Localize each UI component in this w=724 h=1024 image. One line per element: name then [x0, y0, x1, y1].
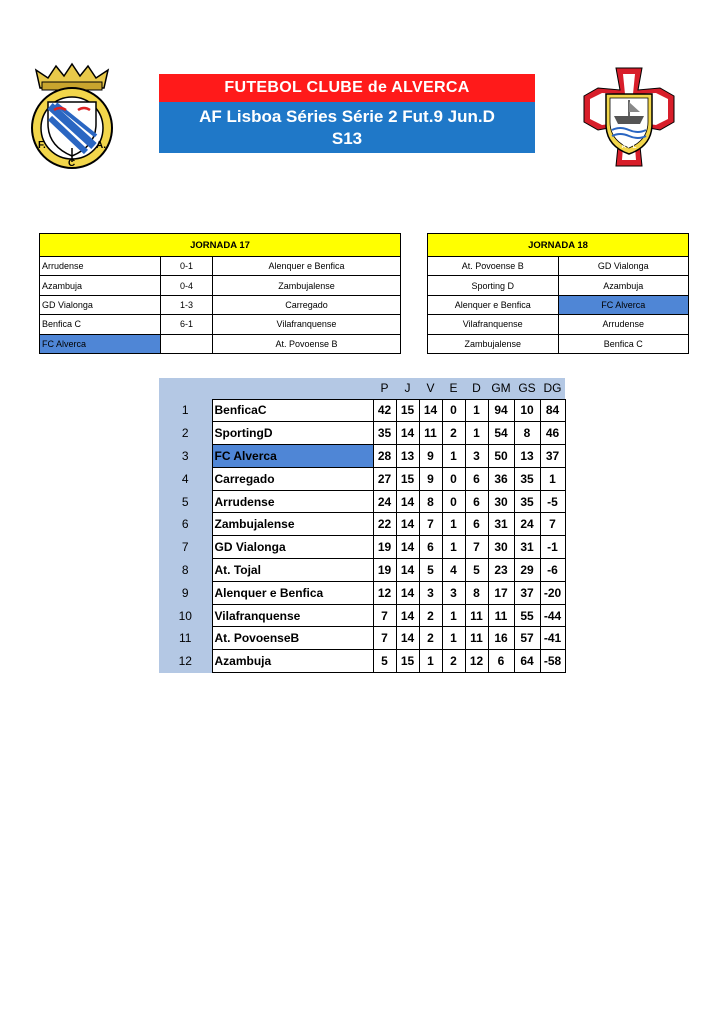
jornada-18-title: JORNADA 18 — [428, 234, 689, 257]
stat-cell-p: 12 — [373, 581, 396, 604]
pos-header — [159, 378, 212, 399]
title-banner — [159, 74, 535, 153]
stat-cell-j: 14 — [396, 559, 419, 582]
team-cell: Vilafranquense — [212, 604, 373, 627]
stat-cell-gm: 94 — [488, 399, 514, 422]
stat-cell-j: 15 — [396, 650, 419, 673]
table-row — [428, 295, 689, 314]
stat-cell-gm: 31 — [488, 513, 514, 536]
stat-cell-gs: 55 — [514, 604, 540, 627]
stat-cell-j: 14 — [396, 490, 419, 513]
stat-cell-j: 14 — [396, 422, 419, 445]
stat-cell-j: 14 — [396, 627, 419, 650]
position-cell: 9 — [159, 581, 212, 604]
position-cell: 2 — [159, 422, 212, 445]
stat-cell-e: 2 — [442, 650, 465, 673]
stat-cell-v: 7 — [419, 513, 442, 536]
column-header-v: V — [419, 378, 442, 399]
position-cell: 1 — [159, 399, 212, 422]
stat-cell-p: 27 — [373, 467, 396, 490]
stat-cell-gm: 50 — [488, 445, 514, 468]
stat-cell-v: 6 — [419, 536, 442, 559]
home-team: GD Vialonga — [40, 295, 161, 314]
stat-cell-j: 13 — [396, 445, 419, 468]
stat-cell-dg: -6 — [540, 559, 565, 582]
table-row — [40, 276, 401, 295]
stat-cell-gs: 8 — [514, 422, 540, 445]
position-cell: 6 — [159, 513, 212, 536]
column-header-e: E — [442, 378, 465, 399]
team-header — [212, 378, 373, 399]
stat-cell-j: 14 — [396, 513, 419, 536]
stat-cell-gm: 36 — [488, 467, 514, 490]
table-row — [428, 257, 689, 276]
stat-cell-gs: 31 — [514, 536, 540, 559]
stat-cell-gm: 6 — [488, 650, 514, 673]
table-row — [159, 581, 565, 604]
stat-cell-d: 11 — [465, 627, 488, 650]
position-cell: 11 — [159, 627, 212, 650]
stat-cell-gm: 23 — [488, 559, 514, 582]
stat-cell-p: 19 — [373, 559, 396, 582]
stat-cell-gs: 64 — [514, 650, 540, 673]
stat-cell-p: 24 — [373, 490, 396, 513]
stat-cell-v: 8 — [419, 490, 442, 513]
stat-cell-dg: 46 — [540, 422, 565, 445]
stat-cell-dg: 37 — [540, 445, 565, 468]
home-team: Vilafranquense — [428, 315, 559, 334]
stat-cell-e: 3 — [442, 581, 465, 604]
stat-cell-e: 0 — [442, 490, 465, 513]
stat-cell-e: 2 — [442, 422, 465, 445]
stat-cell-d: 6 — [465, 490, 488, 513]
table-row — [40, 315, 401, 334]
stat-cell-e: 1 — [442, 445, 465, 468]
home-team: At. Povoense B — [428, 257, 559, 276]
position-cell: 4 — [159, 467, 212, 490]
stat-cell-gm: 17 — [488, 581, 514, 604]
home-team: Arrudense — [40, 257, 161, 276]
stat-cell-dg: -41 — [540, 627, 565, 650]
competition-category: S13 — [331, 129, 363, 148]
stat-cell-gs: 24 — [514, 513, 540, 536]
team-cell: BenficaC — [212, 399, 373, 422]
table-row — [159, 467, 565, 490]
stat-cell-v: 9 — [419, 467, 442, 490]
home-team: Alenquer e Benfica — [428, 295, 559, 314]
team-cell: At. Tojal — [212, 559, 373, 582]
table-row — [159, 650, 565, 673]
stat-cell-e: 1 — [442, 627, 465, 650]
table-row — [428, 276, 689, 295]
stat-cell-p: 28 — [373, 445, 396, 468]
competition-title — [159, 102, 535, 153]
stat-cell-v: 9 — [419, 445, 442, 468]
position-cell: 12 — [159, 650, 212, 673]
away-team: Vilafranquense — [213, 315, 401, 334]
team-cell: Arrudense — [212, 490, 373, 513]
table-row — [159, 536, 565, 559]
stat-cell-d: 6 — [465, 467, 488, 490]
competition-name: AF Lisboa Séries Série 2 Fut.9 Jun.D — [199, 107, 495, 126]
column-header-d: D — [465, 378, 488, 399]
team-cell: Carregado — [212, 467, 373, 490]
table-row — [428, 315, 689, 334]
stat-cell-dg: -20 — [540, 581, 565, 604]
team-cell: Azambuja — [212, 650, 373, 673]
table-row — [159, 445, 565, 468]
table-row — [159, 627, 565, 650]
table-row — [159, 399, 565, 422]
stat-cell-p: 7 — [373, 627, 396, 650]
table-row — [428, 334, 689, 353]
column-header-dg: DG — [540, 378, 565, 399]
club-title: FUTEBOL CLUBE de ALVERCA — [159, 74, 535, 102]
stat-cell-j: 14 — [396, 581, 419, 604]
away-team: GD Vialonga — [558, 257, 689, 276]
stat-cell-e: 0 — [442, 467, 465, 490]
stat-cell-v: 5 — [419, 559, 442, 582]
stat-cell-dg: 1 — [540, 467, 565, 490]
stat-cell-d: 11 — [465, 604, 488, 627]
jornada-18-table — [427, 233, 689, 354]
stat-cell-p: 22 — [373, 513, 396, 536]
team-cell: Alenquer e Benfica — [212, 581, 373, 604]
stat-cell-p: 7 — [373, 604, 396, 627]
score — [161, 334, 213, 353]
crest-letter-c: C — [68, 158, 76, 169]
position-cell: 7 — [159, 536, 212, 559]
crest-letter-f: F. — [38, 140, 46, 151]
stat-cell-e: 1 — [442, 513, 465, 536]
stat-cell-e: 0 — [442, 399, 465, 422]
stat-cell-gs: 35 — [514, 467, 540, 490]
stat-cell-j: 14 — [396, 536, 419, 559]
stat-cell-v: 14 — [419, 399, 442, 422]
stat-cell-d: 12 — [465, 650, 488, 673]
stat-cell-dg: -58 — [540, 650, 565, 673]
table-row — [40, 295, 401, 314]
stat-cell-p: 35 — [373, 422, 396, 445]
standings-body — [159, 399, 565, 673]
stat-cell-d: 7 — [465, 536, 488, 559]
table-row — [159, 513, 565, 536]
stat-cell-d: 5 — [465, 559, 488, 582]
away-team: Carregado — [213, 295, 401, 314]
af-lisboa-emblem-icon — [582, 66, 676, 168]
standings-table — [159, 378, 566, 673]
stat-cell-dg: -44 — [540, 604, 565, 627]
stat-cell-gm: 11 — [488, 604, 514, 627]
stat-cell-d: 8 — [465, 581, 488, 604]
column-header-p: P — [373, 378, 396, 399]
team-cell: GD Vialonga — [212, 536, 373, 559]
column-header-j: J — [396, 378, 419, 399]
stat-cell-d: 1 — [465, 422, 488, 445]
stat-cell-gm: 16 — [488, 627, 514, 650]
stat-cell-e: 1 — [442, 536, 465, 559]
table-row — [159, 490, 565, 513]
jornada-17-title: JORNADA 17 — [40, 234, 401, 257]
table-row — [159, 559, 565, 582]
away-team: At. Povoense B — [213, 334, 401, 353]
emblem-letters: A F L — [621, 144, 637, 150]
position-cell: 10 — [159, 604, 212, 627]
stat-cell-v: 11 — [419, 422, 442, 445]
stat-cell-p: 19 — [373, 536, 396, 559]
fc-alverca-crest-icon — [26, 62, 118, 170]
home-team: Benfica C — [40, 315, 161, 334]
stat-cell-gm: 30 — [488, 490, 514, 513]
stat-cell-gm: 30 — [488, 536, 514, 559]
stat-cell-gs: 35 — [514, 490, 540, 513]
stat-cell-p: 42 — [373, 399, 396, 422]
column-header-gs: GS — [514, 378, 540, 399]
stat-cell-dg: -5 — [540, 490, 565, 513]
position-cell: 5 — [159, 490, 212, 513]
away-team: Zambujalense — [213, 276, 401, 295]
stat-cell-j: 15 — [396, 399, 419, 422]
stat-cell-dg: 7 — [540, 513, 565, 536]
stat-cell-v: 1 — [419, 650, 442, 673]
stat-cell-v: 3 — [419, 581, 442, 604]
stat-cell-d: 6 — [465, 513, 488, 536]
score: 1-3 — [161, 295, 213, 314]
stat-cell-j: 14 — [396, 604, 419, 627]
stat-cell-gs: 10 — [514, 399, 540, 422]
crest-letter-a: A. — [96, 140, 106, 151]
position-cell: 8 — [159, 559, 212, 582]
stat-cell-dg: 84 — [540, 399, 565, 422]
home-team: Sporting D — [428, 276, 559, 295]
team-cell: SportingD — [212, 422, 373, 445]
stat-cell-gs: 29 — [514, 559, 540, 582]
table-row — [40, 257, 401, 276]
jornada-17-table — [39, 233, 401, 354]
stat-cell-d: 3 — [465, 445, 488, 468]
stat-cell-j: 15 — [396, 467, 419, 490]
table-row — [159, 422, 565, 445]
stat-cell-e: 4 — [442, 559, 465, 582]
away-team: Alenquer e Benfica — [213, 257, 401, 276]
score: 6-1 — [161, 315, 213, 334]
standings-header-row — [159, 378, 565, 399]
stat-cell-gs: 37 — [514, 581, 540, 604]
home-team: Zambujalense — [428, 334, 559, 353]
team-cell: FC Alverca — [212, 445, 373, 468]
team-cell: Zambujalense — [212, 513, 373, 536]
score: 0-4 — [161, 276, 213, 295]
away-team: Azambuja — [558, 276, 689, 295]
home-team: Azambuja — [40, 276, 161, 295]
away-team: Arrudense — [558, 315, 689, 334]
stat-cell-v: 2 — [419, 627, 442, 650]
stat-cell-gs: 57 — [514, 627, 540, 650]
stat-cell-dg: -1 — [540, 536, 565, 559]
position-cell: 3 — [159, 445, 212, 468]
score: 0-1 — [161, 257, 213, 276]
stat-cell-p: 5 — [373, 650, 396, 673]
stat-cell-v: 2 — [419, 604, 442, 627]
stat-cell-gs: 13 — [514, 445, 540, 468]
table-row — [159, 604, 565, 627]
away-team: Benfica C — [558, 334, 689, 353]
stat-cell-d: 1 — [465, 399, 488, 422]
away-team: FC Alverca — [558, 295, 689, 314]
column-header-gm: GM — [488, 378, 514, 399]
team-cell: At. PovoenseB — [212, 627, 373, 650]
home-team: FC Alverca — [40, 334, 161, 353]
stat-cell-gm: 54 — [488, 422, 514, 445]
stat-cell-e: 1 — [442, 604, 465, 627]
table-row — [40, 334, 401, 353]
